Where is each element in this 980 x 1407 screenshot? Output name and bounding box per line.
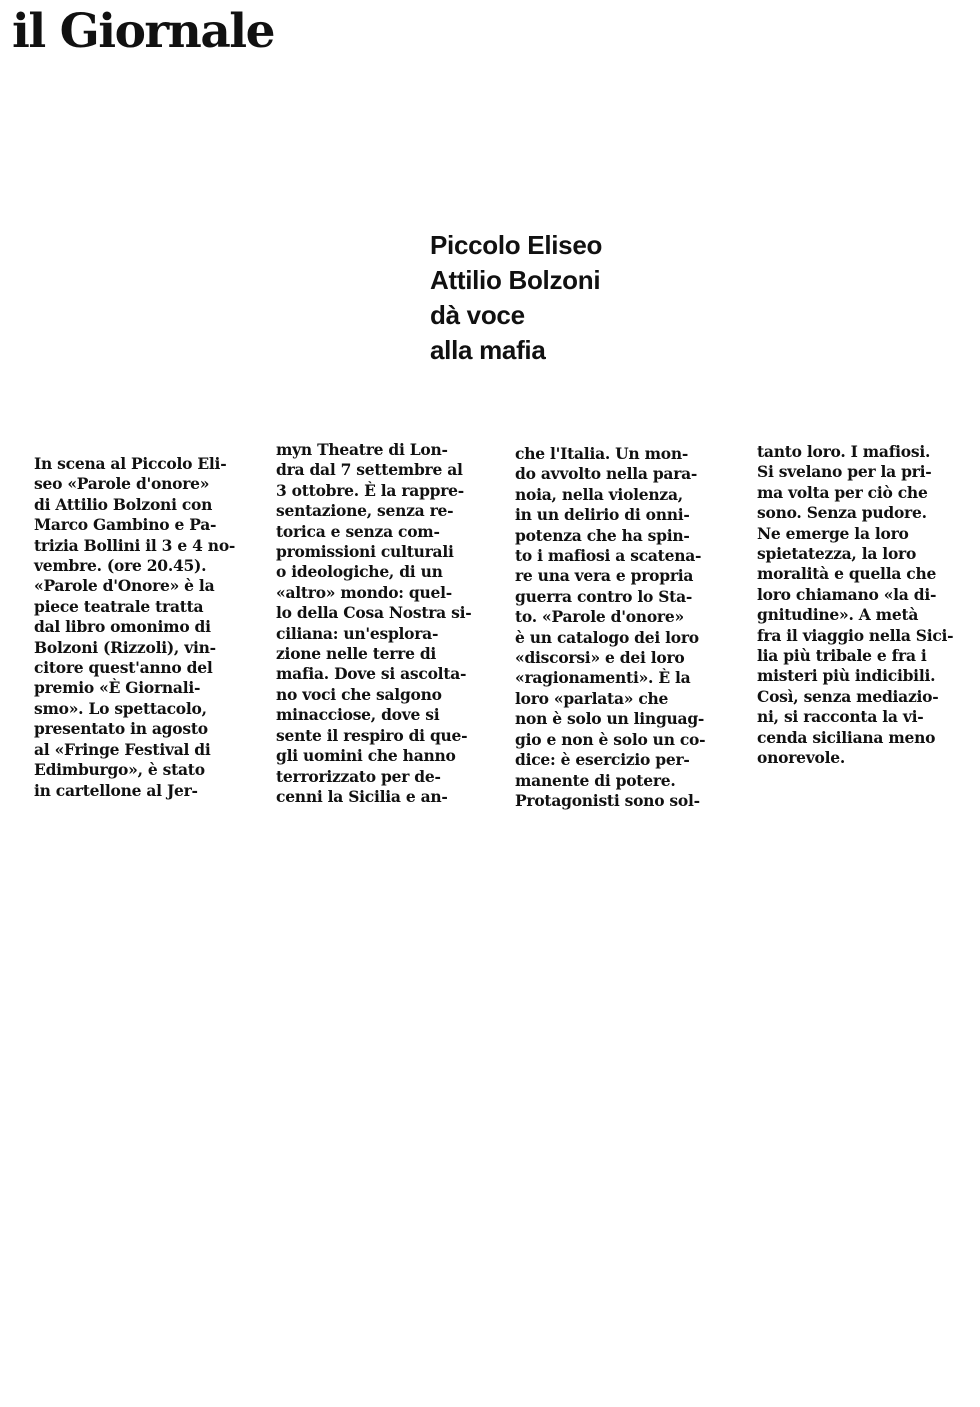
- text-line: no voci che salgono: [276, 684, 442, 704]
- text-line: Edimburgo», è stato: [34, 760, 205, 780]
- text-line: citore quest'anno del: [34, 658, 213, 678]
- text-line: in un delirio di onni-: [515, 505, 690, 525]
- text-line: ma volta per ciò che: [757, 482, 928, 502]
- text-line: smo». Lo spettacolo,: [34, 698, 207, 718]
- headline-line: Attilio Bolzoni: [430, 265, 601, 295]
- text-line: che l'Italia. Un mon-: [515, 444, 689, 463]
- text-line: guerra contro lo Sta-: [515, 586, 693, 606]
- text-line: piece teatrale tratta: [34, 596, 204, 616]
- article-column-2: [276, 440, 472, 807]
- text-line: sentazione, senza re-: [276, 501, 454, 521]
- text-line: do avvolto nella para-: [515, 464, 698, 484]
- text-line: è un catalogo dei loro: [515, 627, 699, 647]
- article-headline: [430, 228, 750, 368]
- text-line: terrorizzato per de-: [276, 766, 441, 786]
- text-line: myn Theatre di Lon-: [276, 440, 448, 459]
- text-line: «Parole d'Onore» è la: [34, 576, 215, 596]
- text-line: lo della Cosa Nostra si-: [276, 603, 472, 623]
- text-line: potenza che ha spin-: [515, 525, 690, 545]
- newspaper-masthead: il Giornale: [12, 4, 275, 59]
- text-line: premio «È Giornali-: [34, 678, 201, 698]
- text-line: tanto loro. I mafiosi.: [757, 442, 931, 461]
- text-line: to i mafiosi a scatena-: [515, 546, 702, 566]
- text-line: trizia Bollini il 3 e 4 no-: [34, 535, 236, 555]
- text-line: al «Fringe Festival di: [34, 739, 211, 759]
- text-line: 3 ottobre. È la rappre-: [276, 480, 464, 500]
- text-line: «ragionamenti». È la: [515, 668, 691, 688]
- text-line: «discorsi» e dei loro: [515, 648, 685, 668]
- text-line: loro chiamano «la di-: [757, 584, 937, 604]
- headline-line: Piccolo Eliseo: [430, 230, 603, 260]
- text-line: loro «parlata» che: [515, 688, 669, 708]
- text-line: gio e non è solo un co-: [515, 729, 706, 749]
- text-line: presentato in agosto: [34, 719, 208, 739]
- text-line: dra dal 7 settembre al: [276, 460, 463, 480]
- text-line: minacciose, dove si: [276, 705, 440, 725]
- text-line: «altro» mondo: quel-: [276, 582, 452, 602]
- text-line: dal libro omonimo di: [34, 617, 211, 637]
- article-column-1: [34, 454, 236, 801]
- text-line: re una vera e propria: [515, 566, 694, 586]
- text-line: torica e senza com-: [276, 521, 440, 541]
- text-line: Bolzoni (Rizzoli), vin-: [34, 637, 216, 657]
- text-line: cenni la Sicilia e an-: [276, 786, 448, 806]
- text-line: moralità e quella che: [757, 564, 937, 584]
- text-line: lia più tribale e fra i: [757, 646, 927, 666]
- text-line: Si svelano per la pri-: [757, 462, 932, 482]
- text-line: mafia. Dove si ascolta-: [276, 664, 467, 684]
- text-line: sente il respiro di que-: [276, 725, 468, 745]
- text-line: onorevole.: [757, 748, 845, 768]
- text-line: Ne emerge la loro: [757, 523, 909, 543]
- text-line: o ideologiche, di un: [276, 562, 443, 582]
- headline-line: dà voce: [430, 300, 525, 330]
- text-line: ni, si racconta la vi-: [757, 707, 924, 727]
- text-line: vembre. (ore 20.45).: [34, 556, 207, 576]
- text-line: Protagonisti sono sol-: [515, 790, 700, 810]
- text-line: cenda siciliana meno: [757, 727, 936, 747]
- text-line: promissioni culturali: [276, 542, 454, 562]
- text-line: spietatezza, la loro: [757, 544, 917, 564]
- text-line: di Attilio Bolzoni con: [34, 494, 213, 514]
- text-line: sono. Senza pudore.: [757, 503, 927, 523]
- text-line: non è solo un linguag-: [515, 709, 705, 729]
- text-line: gli uomini che hanno: [276, 746, 456, 766]
- text-line: fra il viaggio nella Sici-: [757, 625, 954, 645]
- text-line: Marco Gambino e Pa-: [34, 515, 217, 535]
- text-line: noia, nella violenza,: [515, 484, 683, 504]
- text-line: Così, senza mediazio-: [757, 686, 939, 706]
- text-line: misteri più indicibili.: [757, 666, 936, 686]
- text-line: gnitudine». A metà: [757, 605, 919, 625]
- text-line: manente di potere.: [515, 770, 676, 790]
- text-line: zione nelle terre di: [276, 644, 437, 664]
- text-line: to. «Parole d'onore»: [515, 607, 684, 627]
- text-line: ciliana: un'esplora-: [276, 623, 439, 643]
- headline-line: alla mafia: [430, 335, 546, 365]
- article-column-3: [515, 444, 711, 811]
- text-line: in cartellone al Jer-: [34, 780, 198, 800]
- text-line: seo «Parole d'onore»: [34, 474, 210, 494]
- article-column-4: [757, 442, 953, 769]
- text-line: In scena al Piccolo Eli-: [34, 454, 227, 473]
- text-line: dice: è esercizio per-: [515, 750, 690, 770]
